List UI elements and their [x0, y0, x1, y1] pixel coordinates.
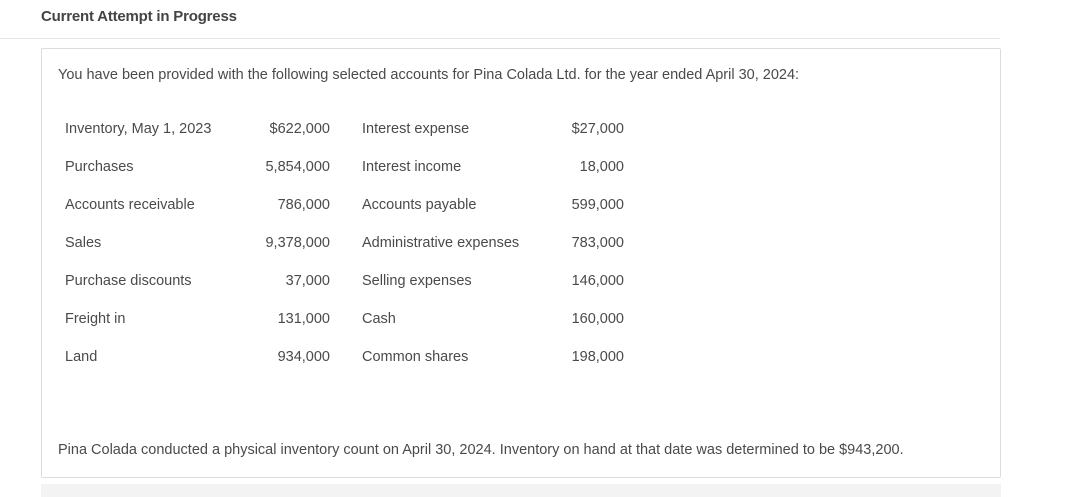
account-value: 934,000	[277, 349, 330, 365]
table-row	[42, 119, 1000, 143]
table-row	[42, 157, 1000, 181]
table-row	[42, 347, 1000, 371]
account-label: Accounts receivable	[65, 197, 195, 213]
account-value: 783,000	[571, 235, 624, 251]
account-label: Purchases	[65, 159, 134, 175]
table-row	[42, 233, 1000, 257]
attempt-status-title: Current Attempt in Progress	[41, 8, 237, 25]
account-label: Selling expenses	[362, 273, 472, 289]
account-label: Accounts payable	[362, 197, 477, 213]
next-section-edge	[41, 484, 1001, 497]
account-label: Sales	[65, 235, 102, 251]
account-value: 9,378,000	[265, 235, 330, 251]
inventory-count-note: Pina Colada conducted a physical inventory count on April 30, 2024. Inventory on hand at that date was determined to be $943,200.	[58, 442, 904, 458]
problem-panel	[41, 48, 1001, 478]
account-value: 18,000	[579, 159, 624, 175]
account-value: 599,000	[571, 197, 624, 213]
account-label: Land	[65, 349, 98, 365]
account-label: Common shares	[362, 349, 469, 365]
account-value: $27,000	[571, 121, 624, 137]
attempt-header	[0, 0, 1000, 39]
account-value: 198,000	[571, 349, 624, 365]
account-value: 131,000	[277, 311, 330, 327]
table-row	[42, 195, 1000, 219]
account-label: Freight in	[65, 311, 126, 327]
account-value: 5,854,000	[265, 159, 330, 175]
account-value: $622,000	[269, 121, 330, 137]
account-value: 160,000	[571, 311, 624, 327]
account-value: 786,000	[277, 197, 330, 213]
account-label: Purchase discounts	[65, 273, 192, 289]
account-value: 37,000	[285, 273, 330, 289]
accounts-table	[42, 49, 1000, 477]
problem-intro: You have been provided with the following selected accounts for Pina Colada Ltd. for the year ended April 30, 2024:	[58, 67, 800, 83]
account-value: 146,000	[571, 273, 624, 289]
account-label: Cash	[362, 311, 396, 327]
table-row	[42, 271, 1000, 295]
table-row	[42, 309, 1000, 333]
account-label: Inventory, May 1, 2023	[65, 121, 212, 137]
account-label: Administrative expenses	[362, 235, 520, 251]
account-label: Interest income	[362, 159, 462, 175]
account-label: Interest expense	[362, 121, 470, 137]
